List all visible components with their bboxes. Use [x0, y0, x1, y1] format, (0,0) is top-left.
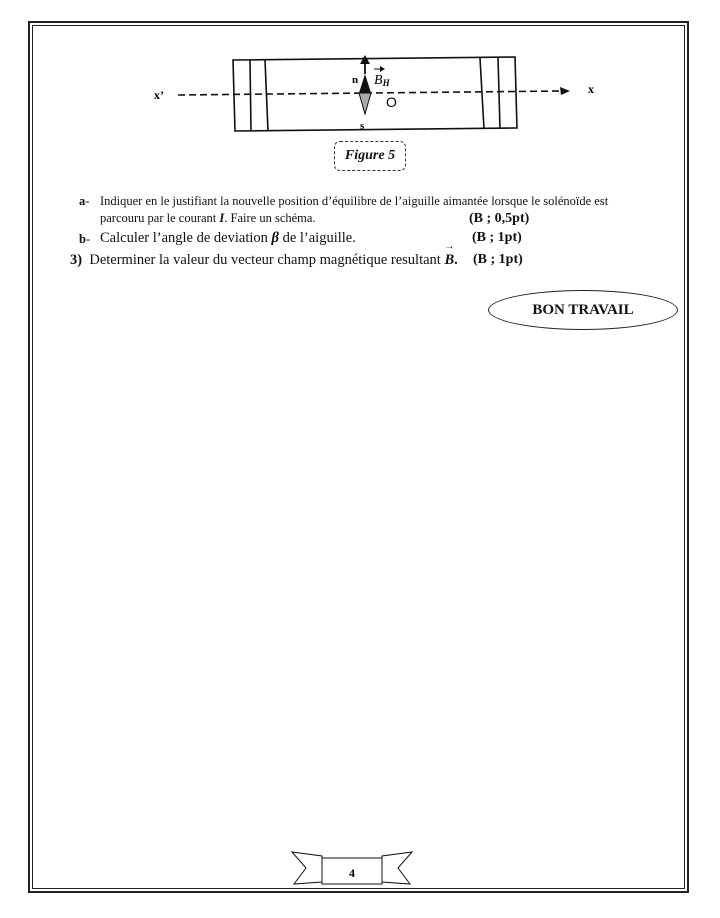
question-a-marker: a-	[79, 194, 90, 208]
solenoid-figure	[150, 52, 610, 138]
question-b-text: Calculer l’angle de deviation β de l’aiguille.	[100, 230, 356, 246]
figure-caption: Figure 5	[334, 141, 406, 171]
needle-north-half	[359, 74, 371, 93]
page-number: 4	[349, 866, 355, 880]
question-a-line2: parcouru par le courant I. Faire un schéma.	[100, 211, 316, 225]
solenoid-body	[233, 57, 517, 131]
vector-b-symbol: → B	[444, 252, 454, 269]
needle-s-label: s	[360, 120, 365, 132]
solenoid-ring-left-2	[265, 60, 268, 131]
field-label: BH	[374, 73, 390, 88]
question-3-text: 3) Determiner la valeur du vecteur champ magnétique resultant → B.	[70, 252, 458, 269]
page-number-ribbon	[290, 850, 414, 888]
needle-n-label: n	[352, 74, 359, 86]
origin-label: O	[386, 94, 397, 110]
solenoid-ring-right-2	[498, 57, 500, 129]
x-axis-arrowhead	[560, 87, 570, 95]
current-symbol: I	[219, 211, 225, 225]
question-3-number: 3)	[70, 252, 83, 268]
angle-symbol: β	[271, 230, 279, 246]
question-a-line1: Indiquer en le justifiant la nouvelle position d’équilibre de l’aiguille aimantée lorsque le solénoïde est	[100, 194, 609, 208]
axis-left-label: x’	[154, 88, 164, 102]
question-b-points: (B ; 1pt)	[472, 230, 522, 245]
needle-south-half	[359, 93, 371, 114]
closing-ellipse: BON TRAVAIL	[488, 290, 678, 330]
question-3-points: (B ; 1pt)	[473, 252, 523, 267]
question-a-points: (B ; 0,5pt)	[469, 211, 530, 226]
question-b-marker: b-	[79, 232, 91, 246]
solenoid-ring-right-1	[480, 58, 484, 129]
bh-arrowhead	[360, 55, 370, 64]
solenoid-ring-left-1	[250, 60, 251, 131]
axis-right-label: x	[588, 82, 594, 96]
